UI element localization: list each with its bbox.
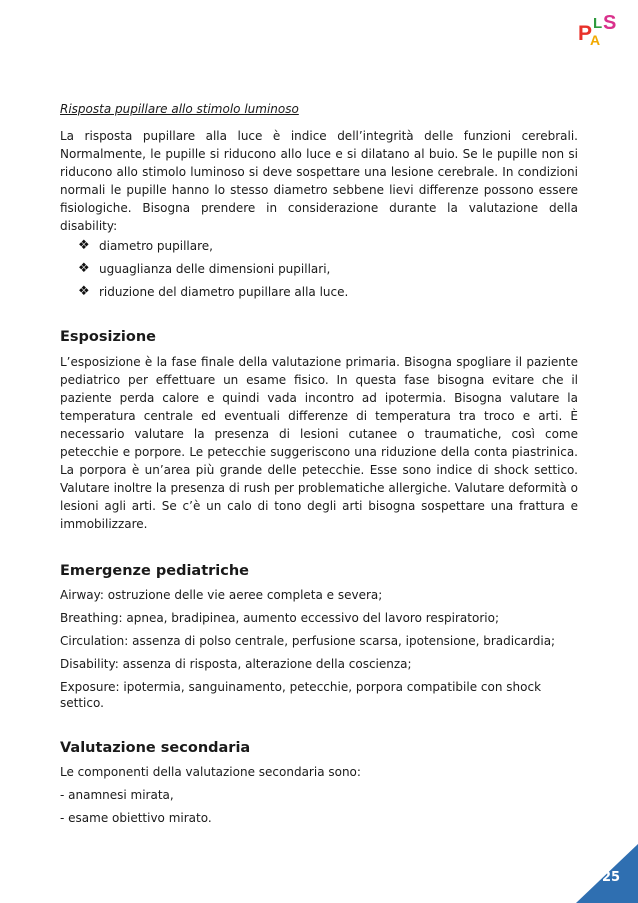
- emergenze-line-circulation: Circulation: assenza di polso centrale, perfusione scarsa, ipotensione, bradicardia;: [60, 634, 556, 648]
- heading-emergenze: Emergenze pediatriche: [60, 563, 250, 579]
- bullet-text: diametro pupillare,: [99, 239, 213, 253]
- list-item: [78, 284, 578, 300]
- esposizione-paragraph: L’esposizione è la fase finale della valutazione primaria. Bisogna spogliare il paziente pediatrico per effettuare un esame fisico. In questa fase bisogna evitare che il paziente perda calore e quindi vada incontro ad ipotermia. Bisogna valutare la temperatura centrale ed eventuali differenze di temperatura tra troco e arti. È necessario valutare la presenza di lesioni cutanee o traumatiche, così come petecchie e porpore. Le petecchie suggeriscono una riduzione della conta piastrinica. La porpora è un’area più grande delle petecchie. Esse sono indice di shock settico. Valutare inoltre la presenza di rush per problematiche allergiche. Valutare deformità o lesioni agli arti. Se c’è un calo di tono degli arti bisogna sospettare una frattura e immobilizzare.: [60, 355, 578, 531]
- page-number: 25: [601, 870, 621, 885]
- heading-valutazione-secondaria: Valutazione secondaria: [60, 740, 251, 756]
- bullet-text: riduzione del diametro pupillare alla luce.: [99, 285, 349, 299]
- page-content: [60, 101, 578, 833]
- diamond-bullet-icon: ❖: [78, 284, 90, 299]
- list-item: [78, 261, 578, 277]
- emergenze-line-breathing: Breathing: apnea, bradipinea, aumento eccessivo del lavoro respiratorio;: [60, 611, 499, 625]
- logo-letter-a: A: [590, 32, 601, 48]
- emergenze-line-disability: Disability: assenza di risposta, alterazione della coscienza;: [60, 657, 412, 671]
- logo-letter-s: S: [603, 12, 617, 34]
- secondaria-intro: Le componenti della valutazione secondaria sono:: [60, 765, 361, 779]
- section-esposizione: [60, 327, 578, 533]
- heading-esposizione: Esposizione: [60, 329, 157, 345]
- diamond-bullet-icon: ❖: [78, 261, 90, 276]
- diamond-bullet-icon: ❖: [78, 238, 90, 253]
- secondaria-item: - anamnesi mirata,: [60, 788, 174, 802]
- pupil-subtitle: Risposta pupillare allo stimolo luminoso: [60, 102, 299, 116]
- secondaria-item: - esame obiettivo mirato.: [60, 811, 212, 825]
- emergenze-line-airway: Airway: ostruzione delle vie aeree completa e severa;: [60, 588, 383, 602]
- logo-letter-l: L: [593, 15, 603, 32]
- emergenze-line-exposure: Exposure: ipotermia, sanguinamento, petecchie, porpora compatibile con shock settico.: [60, 680, 542, 710]
- list-item: [78, 238, 578, 254]
- section-emergenze: [60, 561, 578, 711]
- section-valutazione-secondaria: [60, 738, 578, 826]
- pupil-paragraph: La risposta pupillare alla luce è indice dell’integrità delle funzioni cerebrali. Normalmente, le pupille si riducono allo luce e si dilatano al buio. Se le pupille non si riducono allo stimolo luminoso si deve sospettare una lesione cerebrale. In condizioni normali le pupille hanno lo stesso diametro sebbene lievi differenze possono essere fisiologiche. Bisogna prendere in considerazione durante la valutazione della disability:: [60, 129, 578, 233]
- bullet-text: uguaglianza delle dimensioni pupillari,: [99, 262, 331, 276]
- pupil-bullet-list: [60, 238, 578, 300]
- logo-letter-p: P: [578, 22, 593, 45]
- pals-logo: [578, 14, 622, 48]
